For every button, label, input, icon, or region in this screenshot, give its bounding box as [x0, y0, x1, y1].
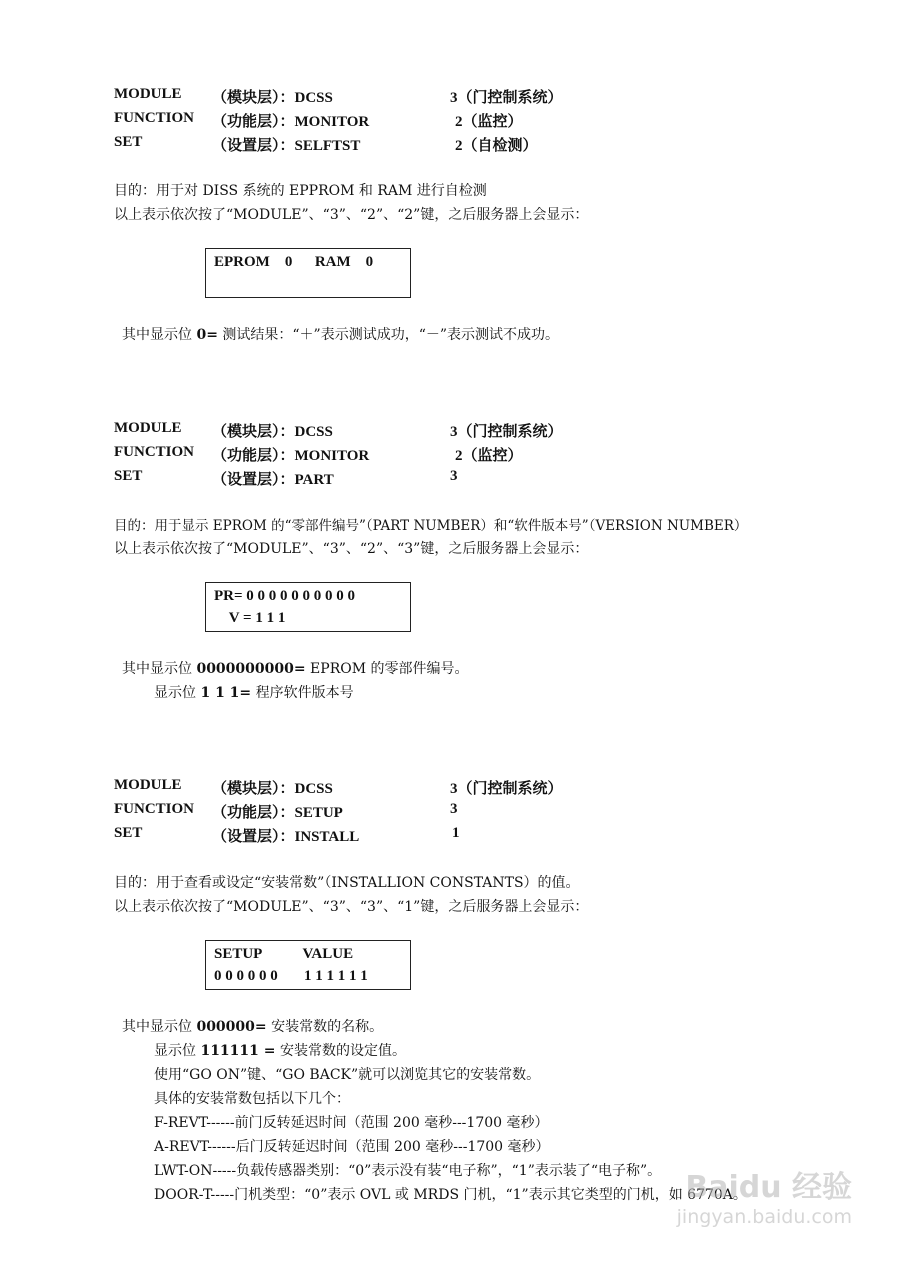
display-line-2: V = 1 1 1	[214, 610, 286, 626]
header-module-label: MODULE	[114, 86, 182, 102]
key-sequence-text: 以上表示依次按了“MODULE”、“3”、“2”、“3”键，之后服务器上会显示：	[114, 541, 589, 557]
note-line: 使用“GO ON”键、“GO BACK”就可以浏览其它的安装常数。	[154, 1067, 541, 1083]
header-set-label: SET	[114, 134, 143, 150]
note-line	[154, 682, 354, 702]
purpose-text: 目的：用于对 DISS 系统的 EPPROM 和 RAM 进行自检测	[114, 183, 487, 199]
note-pre: 其中显示位	[122, 661, 197, 677]
display-line-2: 0 0 0 0 0 0 1 1 1 1 1 1	[214, 968, 368, 984]
key-sequence-text: 以上表示依次按了“MODULE”、“3”、“2”、“2”键，之后服务器上会显示：	[114, 207, 589, 223]
note-bold: 1 1 1=	[200, 685, 252, 701]
note-line	[154, 1040, 406, 1060]
key-sequence-text: 以上表示依次按了“MODULE”、“3”、“3”、“1”键，之后服务器上会显示：	[114, 899, 589, 915]
header-function-code: 2（监控）	[455, 114, 523, 130]
header-module-label: MODULE	[114, 777, 182, 793]
note-bold: 0000000000=	[196, 661, 306, 677]
note-line	[122, 324, 559, 344]
note-post: 测试结果：“＋”表示测试成功，“－”表示测试不成功。	[217, 327, 560, 343]
note-line: F-REVT------前门反转延迟时间（范围 200 毫秒---1700 毫秒）	[154, 1115, 549, 1131]
header-function-label: FUNCTION	[114, 444, 195, 460]
header-module-code: 3（门控制系统）	[450, 424, 563, 440]
header-function-label: FUNCTION	[114, 110, 195, 126]
header-function-value: （功能层）：MONITOR	[212, 114, 370, 130]
header-function-code: 2（监控）	[455, 448, 523, 464]
watermark-brand: Baidu 经验	[685, 1170, 852, 1205]
header-set-value: （设置层）：INSTALL	[212, 829, 360, 845]
note-line: LWT-ON-----负载传感器类别：“0”表示没有装“电子称”，“1”表示装了“电子称”。	[154, 1163, 662, 1179]
header-set-label: SET	[114, 825, 143, 841]
header-module-value: （模块层）：DCSS	[212, 90, 333, 106]
header-set-code: 2（自检测）	[455, 138, 538, 154]
note-post: 安装常数的名称。	[266, 1019, 384, 1035]
display-box	[205, 582, 411, 632]
header-function-value: （功能层）：MONITOR	[212, 448, 370, 464]
watermark	[677, 1162, 852, 1228]
note-pre: 显示位	[154, 685, 201, 701]
note-line: A-REVT------后门反转延迟时间（范围 200 毫秒---1700 毫秒）	[154, 1139, 550, 1155]
note-line	[122, 1016, 383, 1036]
note-bold: 0=	[196, 327, 218, 343]
header-set-value: （设置层）：PART	[212, 472, 334, 488]
header-module-code: 3（门控制系统）	[450, 90, 563, 106]
note-pre: 显示位	[154, 1043, 201, 1059]
display-box	[205, 248, 411, 298]
display-line-1: PR= 0 0 0 0 0 0 0 0 0 0	[214, 588, 356, 604]
header-set-code: 3	[450, 468, 458, 484]
header-function-value: （功能层）：SETUP	[212, 805, 343, 821]
purpose-text: 目的：用于显示 EPROM 的“零部件编号”（PART NUMBER）和“软件版本号”（VERSION NUMBER）	[114, 518, 748, 534]
note-line: DOOR-T-----门机类型：“0”表示 OVL 或 MRDS 门机，“1”表示其它类型的门机，如 6770A。	[154, 1187, 747, 1203]
header-module-value: （模块层）：DCSS	[212, 424, 333, 440]
note-pre: 其中显示位	[122, 327, 197, 343]
display-line-1: SETUP VALUE	[214, 946, 354, 962]
header-module-value: （模块层）：DCSS	[212, 781, 333, 797]
note-bold: 000000=	[196, 1019, 267, 1035]
note-post: EPROM 的零部件编号。	[305, 661, 469, 677]
note-line: 具体的安装常数包括以下几个：	[154, 1091, 350, 1107]
header-set-value: （设置层）：SELFTST	[212, 138, 361, 154]
watermark-url: jingyan.baidu.com	[676, 1206, 852, 1228]
note-pre: 其中显示位	[122, 1019, 197, 1035]
purpose-text: 目的：用于查看或设定“安装常数”（INSTALLION CONSTANTS）的值。	[114, 875, 580, 891]
header-module-code: 3（门控制系统）	[450, 781, 563, 797]
header-set-code: 1	[452, 825, 460, 841]
note-bold: 111111 =	[200, 1043, 276, 1059]
header-function-code: 3	[450, 801, 458, 817]
header-module-label: MODULE	[114, 420, 182, 436]
display-line-1: EPROM 0 RAM 0	[214, 254, 374, 270]
note-post: 程序软件版本号	[251, 685, 354, 701]
display-box	[205, 940, 411, 990]
note-post: 安装常数的设定值。	[275, 1043, 406, 1059]
note-line	[122, 658, 469, 678]
header-function-label: FUNCTION	[114, 801, 195, 817]
header-set-label: SET	[114, 468, 143, 484]
